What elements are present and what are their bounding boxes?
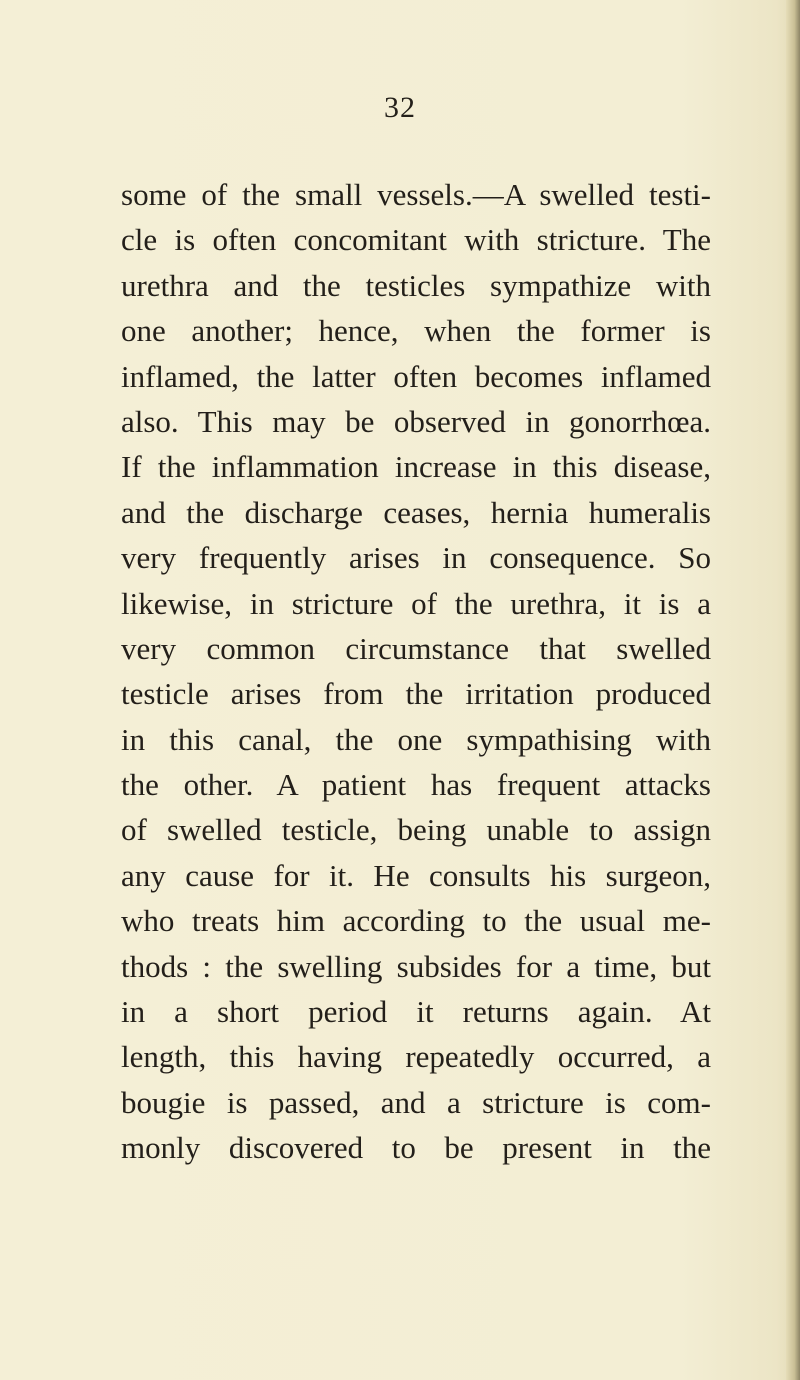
text-line: If the inflammation increase in this disease, xyxy=(121,449,711,485)
page-number: 32 xyxy=(384,91,416,124)
text-line: of swelled testicle, being unable to assign xyxy=(121,812,711,848)
page-edge xyxy=(786,0,800,1380)
text-line: bougie is passed, and a stricture is com- xyxy=(121,1084,711,1120)
text-line: very common circumstance that swelled xyxy=(121,630,711,666)
body-text xyxy=(121,172,711,1171)
text-line: testicle arises from the irritation produced xyxy=(121,676,711,712)
text-line: likewise, in stricture of the urethra, it is a xyxy=(121,585,711,621)
text-line: in a short period it returns again. At xyxy=(121,994,711,1030)
text-line: monly discovered to be present in the xyxy=(121,1130,711,1166)
text-line: also. This may be observed in gonorrhœa. xyxy=(121,403,711,439)
text-line: very frequently arises in consequence. So xyxy=(121,540,711,576)
text-line: thods : the swelling subsides for a time, but xyxy=(121,948,711,984)
text-line: cle is often concomitant with stricture. The xyxy=(121,222,711,258)
text-line: in this canal, the one sympathising with xyxy=(121,721,711,757)
text-line: length, this having repeatedly occurred, a xyxy=(121,1039,711,1075)
text-line: any cause for it. He consults his surgeon, xyxy=(121,857,711,893)
text-line: and the discharge ceases, hernia humeralis xyxy=(121,494,711,530)
text-line: the other. A patient has frequent attacks xyxy=(121,767,711,803)
text-line: urethra and the testicles sympathize with xyxy=(121,267,711,303)
text-line: inflamed, the latter often becomes inflamed xyxy=(121,358,711,394)
text-line: one another; hence, when the former is xyxy=(121,313,711,349)
text-line: some of the small vessels.—A swelled testi- xyxy=(121,177,711,212)
text-line: who treats him according to the usual me- xyxy=(121,903,711,939)
